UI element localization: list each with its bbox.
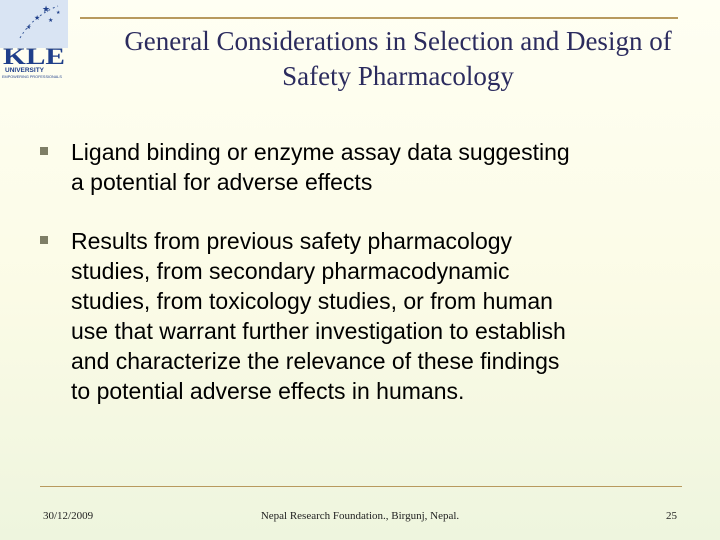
bullet-list [40, 137, 690, 435]
bullet-item [40, 137, 690, 197]
slide-title-line-2: Safety Pharmacology [282, 61, 514, 91]
bullet-text [71, 226, 690, 406]
bullet-line: studies, from toxicology studies, or from human [71, 288, 553, 314]
bullet-line: Ligand binding or enzyme assay data suggesting [71, 139, 570, 165]
bullet-line: and characterize the relevance of these findings [71, 348, 560, 374]
footer-page-number: 25 [666, 510, 677, 522]
bullet-line: to potential adverse effects in humans. [71, 378, 465, 404]
bullet-text [71, 137, 690, 197]
title-top-rule [80, 17, 678, 19]
footer-organization: Nepal Research Foundation., Birgunj, Nepal. [260, 510, 460, 522]
bullet-line: studies, from secondary pharmacodynamic [71, 258, 510, 284]
star-5-icon: ★ [56, 10, 61, 16]
logo-tagline-text: EMPOWERING PROFESSIONALS [2, 75, 62, 79]
slide-title-line-1: General Considerations in Selection and Design of [124, 26, 672, 56]
kle-university-logo [0, 0, 76, 80]
square-bullet-icon [40, 147, 48, 155]
slide-title [76, 24, 720, 94]
bullet-line: a potential for adverse effects [71, 169, 373, 195]
footer-rule [40, 486, 682, 487]
bullet-line: Results from previous safety pharmacology [71, 228, 513, 254]
star-4-icon: ★ [26, 25, 32, 31]
logo-kle-text: KLE [3, 44, 65, 69]
square-bullet-icon [40, 236, 48, 244]
bullet-item [40, 226, 690, 406]
star-3-icon: ★ [48, 18, 54, 24]
footer-date: 30/12/2009 [43, 510, 94, 522]
logo-university-text: UNIVERSITY [5, 67, 45, 74]
star-1-icon: ★ [42, 4, 51, 14]
bullet-line: use that warrant further investigation to establish [71, 318, 566, 344]
star-2-icon: ★ [34, 15, 41, 22]
logo-card [0, 0, 68, 48]
